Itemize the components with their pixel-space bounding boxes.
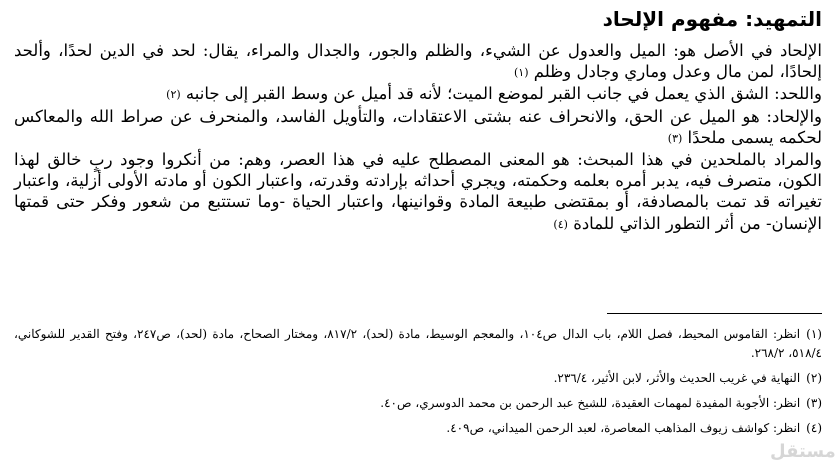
footnote-item [14,419,822,438]
watermark-logo: مستقل [770,441,836,462]
footnote-text: انظر: كواشف زيوف المذاهب المعاصرة، لعبد الرحمن الميداني، ص٤٠٩. [446,421,801,435]
footnotes [14,325,822,444]
footnote-divider [607,313,822,314]
footnote-ref[interactable]: (٤) [553,217,568,231]
paragraph-ilhad [14,106,822,149]
footnote-number: (٣) [806,396,822,410]
body-text [14,40,822,235]
footnote-ref[interactable]: (١) [513,66,529,80]
paragraph-text: والمراد بالملحدين في هذا المبحث: هو المعنى المصطلح عليه في هذا العصر، وهم: من أنكروا وجود ربٍ خالق لهذا الكون، متصرف فيه، يدبر أمره بعلمه وحكمته، ويجري أحداثه بإرادته وقدرته، واعتبار الكون أو مادته الأولى أزلية، واعتبار تغيراته قد تمت بالمصادفة، أو بمقتضى طبيعة المادة وقوانينها، واعتبار الحياة -وما تستتبع من شعور وفكر حتى قمتها الإنسان- من أثر التطور الذاتي للمادة [14,150,822,233]
paragraph-definition [14,40,822,83]
footnote-ref[interactable]: (٣) [667,131,683,145]
paragraph-lahd [14,83,822,105]
paragraph-text: واللحد: الشق الذي يعمل في جانب القبر لموضع الميت؛ لأنه قد أميل عن وسط القبر إلى جانبه [185,84,822,104]
footnote-item [14,394,822,413]
paragraph-mulhidin [14,149,822,235]
footnote-ref[interactable]: (٢) [166,88,181,102]
paragraph-text: والإلحاد: هو الميل عن الحق، والانحراف عنه بشتى الاعتقادات، والتأويل الفاسد، والمنحرف عن صراط الله والمعاكس لحكمه يسمى ملحدًا [14,106,822,147]
footnote-item [14,369,822,388]
paragraph-text: الإلحاد في الأصل هو: الميل والعدول عن الشيء، والظلم والجور، والجدال والمراء، يقال: لحد في الدين لحدًا، وألحد إلحادًا، لمن مال وعدل وماري وجادل وظلم [14,41,822,82]
footnote-text: النهاية في غريب الحديث والأثر، لابن الأثير، ٢٣٦/٤. [553,371,801,385]
footnote-text: انظر: القاموس المحيط، فصل اللام، باب الدال ص١٠٤، والمعجم الوسيط، مادة (لحد)، ٨١٧/٢، ومختار الصحاح، مادة (لحد)، ص٢٤٧، وفتح القدير للشوكاني، ٥١٨/٤، ٢٦٨/٢. [14,327,822,360]
footnote-number: (٤) [806,421,822,435]
footnote-item [14,325,822,363]
footnote-text: انظر: الأجوبة المفيدة لمهمات العقيدة، للشيخ عبد الرحمن بن محمد الدوسري، ص٤٠. [380,396,801,410]
page-title: التمهيد: مفهوم الإلحاد [602,7,822,31]
footnote-number: (٢) [806,371,822,385]
footnote-number: (١) [806,327,822,341]
